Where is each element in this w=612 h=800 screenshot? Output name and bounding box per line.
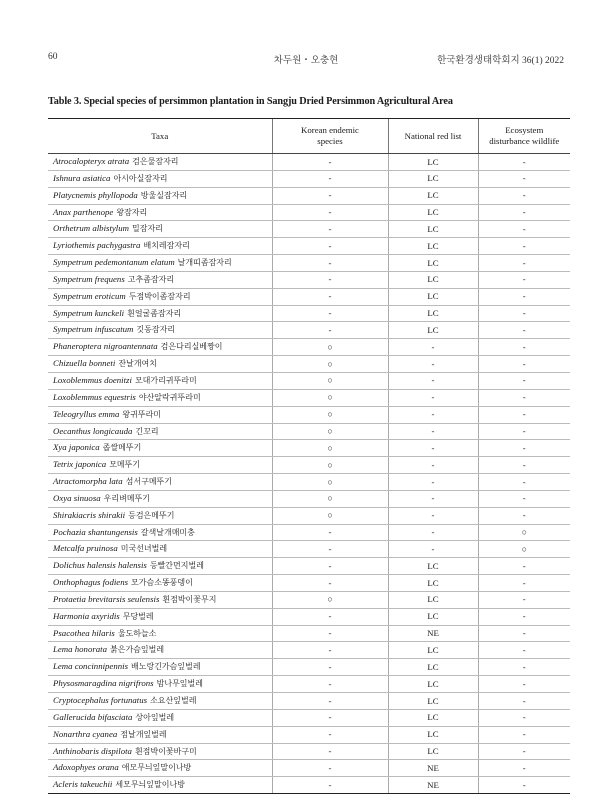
ecosystem-disturbance-cell: -: [478, 608, 570, 625]
scientific-name: Metcalfa pruinosa: [53, 543, 118, 554]
table-row: [48, 221, 570, 238]
table-row: [48, 372, 570, 389]
species-table-container: [48, 118, 570, 794]
taxa-cell: [48, 389, 272, 406]
red-list-cell: LC: [388, 221, 478, 238]
korean-name: 미국선녀벌레: [120, 544, 168, 554]
korean-endemic-cell: -: [272, 558, 388, 575]
ecosystem-disturbance-cell: -: [478, 339, 570, 356]
column-header-korean-endemic: [272, 119, 388, 154]
red-list-cell: -: [388, 389, 478, 406]
column-header-red-list-label: National red list: [404, 130, 462, 141]
taxa-cell: [48, 423, 272, 440]
korean-endemic-cell: -: [272, 760, 388, 777]
table-row: [48, 474, 570, 491]
table-row: [48, 709, 570, 726]
korean-endemic-cell: -: [272, 187, 388, 204]
korean-name: 왕귀뚜라미: [122, 409, 162, 419]
ecosystem-disturbance-cell: -: [478, 322, 570, 339]
ecosystem-disturbance-cell: -: [478, 440, 570, 457]
ecosystem-disturbance-cell: -: [478, 558, 570, 575]
korean-name: 울도하늘소: [117, 628, 157, 638]
taxa-cell: [48, 356, 272, 373]
table-row: [48, 777, 570, 794]
korean-name: 모가슴소똥풍뎅이: [131, 578, 193, 588]
korean-name: 배치레잠자리: [143, 241, 190, 251]
korean-endemic-cell: -: [272, 575, 388, 592]
table-row: [48, 356, 570, 373]
scientific-name: Anax parthenope: [53, 206, 114, 217]
korean-name: 야산알락귀뚜라미: [138, 392, 201, 402]
scientific-name: Oxya sinuosa: [53, 492, 101, 503]
table-row: [48, 238, 570, 255]
korean-endemic-cell: -: [272, 709, 388, 726]
korean-name: 아시아실잠자리: [113, 173, 168, 183]
taxa-cell: [48, 255, 272, 272]
red-list-cell: NE: [388, 777, 478, 794]
table-row: [48, 524, 570, 541]
korean-endemic-cell: -: [272, 288, 388, 305]
column-header-korean-endemic-line2: species: [317, 136, 343, 146]
korean-endemic-cell: -: [272, 238, 388, 255]
scientific-name: Loxoblemmus doenitzi: [53, 374, 132, 385]
red-list-cell: LC: [388, 642, 478, 659]
korean-name: 점날개잎벌레: [120, 729, 167, 739]
scientific-name: Phaneroptera nigroantennata: [53, 341, 158, 352]
red-list-cell: NE: [388, 760, 478, 777]
taxa-cell: [48, 474, 272, 491]
korean-endemic-cell: ○: [272, 490, 388, 507]
korean-endemic-cell: ○: [272, 356, 388, 373]
table-row: [48, 642, 570, 659]
table-row: [48, 760, 570, 777]
korean-endemic-cell: ○: [272, 372, 388, 389]
korean-name: 검은다리실베짱이: [160, 342, 223, 352]
ecosystem-disturbance-cell: -: [478, 423, 570, 440]
table-row: [48, 507, 570, 524]
korean-endemic-cell: -: [272, 659, 388, 676]
korean-endemic-cell: -: [272, 221, 388, 238]
ecosystem-disturbance-cell: -: [478, 693, 570, 710]
korean-name: 긴꼬리: [135, 426, 159, 436]
red-list-cell: -: [388, 507, 478, 524]
taxa-cell: [48, 642, 272, 659]
korean-name: 두점박이좀잠자리: [128, 291, 191, 301]
ecosystem-disturbance-cell: -: [478, 170, 570, 187]
korean-endemic-cell: -: [272, 255, 388, 272]
table-row: [48, 575, 570, 592]
korean-name: 고추좀잠자리: [127, 274, 175, 284]
red-list-cell: -: [388, 440, 478, 457]
korean-name: 흰점박이꽃무지: [162, 594, 217, 604]
column-header-ecosystem-line1: Ecosystem: [505, 125, 544, 135]
korean-endemic-cell: ○: [272, 474, 388, 491]
taxa-cell: [48, 524, 272, 541]
scientific-name: Loxoblemmus equestris: [53, 391, 136, 402]
scientific-name: Sympetrum frequens: [53, 273, 125, 284]
korean-name: 깃동잠자리: [136, 325, 176, 335]
taxa-cell: [48, 777, 272, 794]
taxa-cell: [48, 305, 272, 322]
ecosystem-disturbance-cell: -: [478, 238, 570, 255]
table-caption: Table 3. Special species of persimmon plantation in Sangju Dried Persimmon Agricultural Area: [48, 96, 453, 107]
korean-endemic-cell: -: [272, 625, 388, 642]
korean-name: 등검은메뚜기: [128, 510, 175, 520]
scientific-name: Pochazia shantungensis: [53, 526, 138, 537]
table-row: [48, 608, 570, 625]
taxa-cell: [48, 457, 272, 474]
table-row: [48, 255, 570, 272]
ecosystem-disturbance-cell: -: [478, 625, 570, 642]
table-row: [48, 625, 570, 642]
korean-endemic-cell: -: [272, 271, 388, 288]
korean-name: 무당벌레: [122, 611, 154, 621]
scientific-name: Atrocalopteryx atrata: [53, 156, 130, 166]
scientific-name: Gallerucida bifasciata: [53, 711, 133, 722]
taxa-cell: [48, 693, 272, 710]
scientific-name: Nonarthra cyanea: [53, 728, 118, 739]
scientific-name: Onthophagus fodiens: [53, 577, 129, 588]
korean-name: 모대가리귀뚜라미: [134, 375, 197, 385]
table-row: [48, 659, 570, 676]
ecosystem-disturbance-cell: -: [478, 271, 570, 288]
korean-endemic-cell: -: [272, 170, 388, 187]
korean-endemic-cell: ○: [272, 339, 388, 356]
red-list-cell: -: [388, 423, 478, 440]
korean-endemic-cell: -: [272, 693, 388, 710]
red-list-cell: LC: [388, 288, 478, 305]
table-row: [48, 743, 570, 760]
column-header-red-list: [388, 119, 478, 154]
korean-name: 붉은가슴잎벌레: [110, 645, 165, 655]
scientific-name: Psacothea hilaris: [53, 627, 115, 638]
scientific-name: Oecanthus longicauda: [53, 425, 133, 436]
red-list-cell: LC: [388, 659, 478, 676]
table-row: [48, 305, 570, 322]
taxa-cell: [48, 507, 272, 524]
red-list-cell: -: [388, 356, 478, 373]
ecosystem-disturbance-cell: -: [478, 726, 570, 743]
scientific-name: Adoxophyes orana: [53, 762, 119, 773]
table-row: [48, 490, 570, 507]
red-list-cell: LC: [388, 170, 478, 187]
table-row: [48, 423, 570, 440]
red-list-cell: LC: [388, 693, 478, 710]
scientific-name: Anthinobaris dispilota: [53, 745, 132, 756]
ecosystem-disturbance-cell: -: [478, 474, 570, 491]
korean-name: 왕잠자리: [116, 207, 148, 217]
ecosystem-disturbance-cell: -: [478, 372, 570, 389]
red-list-cell: -: [388, 372, 478, 389]
table-row: [48, 726, 570, 743]
taxa-cell: [48, 271, 272, 288]
ecosystem-disturbance-cell: -: [478, 221, 570, 238]
korean-name: 밀잠자리: [132, 224, 163, 234]
scientific-name: Lyriothemis pachygastra: [53, 240, 141, 251]
korean-name: 상아잎벌레: [135, 712, 175, 722]
table-row: [48, 170, 570, 187]
korean-endemic-cell: ○: [272, 389, 388, 406]
korean-endemic-cell: -: [272, 204, 388, 221]
korean-endemic-cell: ○: [272, 591, 388, 608]
red-list-cell: LC: [388, 726, 478, 743]
taxa-cell: [48, 440, 272, 457]
scientific-name: Harmonia axyridis: [53, 610, 120, 621]
red-list-cell: LC: [388, 305, 478, 322]
red-list-cell: LC: [388, 187, 478, 204]
column-header-ecosystem-line2: disturbance wildlife: [489, 136, 560, 146]
korean-name: 배노랑긴가슴잎벌레: [131, 662, 201, 672]
korean-endemic-cell: -: [272, 305, 388, 322]
table-row: [48, 271, 570, 288]
korean-name: 좁쌀메뚜기: [102, 443, 142, 453]
column-header-korean-endemic-line1: Korean endemic: [301, 125, 359, 135]
taxa-cell: [48, 339, 272, 356]
ecosystem-disturbance-cell: -: [478, 575, 570, 592]
table-row: [48, 389, 570, 406]
red-list-cell: LC: [388, 575, 478, 592]
scientific-name: Cryptocephalus fortunatus: [53, 695, 148, 705]
table-row: [48, 541, 570, 558]
korean-name: 애모무늬잎말이나방: [121, 763, 192, 773]
korean-name: 모메뚜기: [109, 460, 141, 470]
scientific-name: Teleogryllus emma: [53, 408, 120, 419]
taxa-cell: [48, 238, 272, 255]
table-row: [48, 288, 570, 305]
korean-endemic-cell: -: [272, 676, 388, 693]
scientific-name: Chizuella bonneti: [53, 358, 116, 369]
red-list-cell: -: [388, 541, 478, 558]
scientific-name: Xya japonica: [53, 442, 100, 453]
ecosystem-disturbance-cell: ○: [478, 541, 570, 558]
scientific-name: Atractomorpha lata: [53, 476, 123, 487]
korean-name: 흰얼굴좀잠자리: [127, 308, 182, 318]
korean-endemic-cell: -: [272, 154, 388, 171]
ecosystem-disturbance-cell: -: [478, 642, 570, 659]
red-list-cell: -: [388, 490, 478, 507]
scientific-name: Sympetrum infuscatum: [53, 324, 134, 335]
table-row: [48, 440, 570, 457]
scientific-name: Lema honorata: [53, 644, 108, 655]
korean-endemic-cell: -: [272, 322, 388, 339]
running-header: [48, 52, 564, 66]
ecosystem-disturbance-cell: -: [478, 659, 570, 676]
red-list-cell: LC: [388, 743, 478, 760]
table-body: [48, 154, 570, 794]
red-list-cell: -: [388, 524, 478, 541]
special-species-table: [48, 118, 570, 794]
taxa-cell: [48, 743, 272, 760]
ecosystem-disturbance-cell: -: [478, 507, 570, 524]
scientific-name: Acleris takeuchii: [53, 779, 113, 790]
red-list-cell: -: [388, 339, 478, 356]
ecosystem-disturbance-cell: -: [478, 356, 570, 373]
table-row: [48, 187, 570, 204]
korean-name: 밤나무잎벌레: [156, 679, 203, 689]
ecosystem-disturbance-cell: -: [478, 305, 570, 322]
table-header-row: [48, 119, 570, 154]
ecosystem-disturbance-cell: -: [478, 709, 570, 726]
korean-endemic-cell: -: [272, 726, 388, 743]
scientific-name: Sympetrum pedemontanum elatum: [53, 257, 175, 268]
taxa-cell: [48, 154, 272, 171]
taxa-cell: [48, 490, 272, 507]
red-list-cell: LC: [388, 204, 478, 221]
table-row: [48, 457, 570, 474]
taxa-cell: [48, 709, 272, 726]
red-list-cell: LC: [388, 709, 478, 726]
ecosystem-disturbance-cell: -: [478, 204, 570, 221]
korean-name: 잔날개여치: [118, 359, 157, 369]
taxa-cell: [48, 204, 272, 221]
korean-name: 세모무늬잎말이나방: [115, 780, 185, 790]
korean-name: 등빨간먼지벌레: [149, 561, 204, 571]
taxa-cell: [48, 608, 272, 625]
taxa-cell: [48, 170, 272, 187]
table-row: [48, 406, 570, 423]
ecosystem-disturbance-cell: -: [478, 591, 570, 608]
running-journal: 한국환경생태학회지 36(1) 2022: [437, 56, 564, 66]
taxa-cell: [48, 558, 272, 575]
column-header-ecosystem-disturbance: [478, 119, 570, 154]
ecosystem-disturbance-cell: -: [478, 743, 570, 760]
taxa-cell: [48, 406, 272, 423]
ecosystem-disturbance-cell: -: [478, 154, 570, 171]
ecosystem-disturbance-cell: -: [478, 389, 570, 406]
table-row: [48, 591, 570, 608]
ecosystem-disturbance-cell: -: [478, 406, 570, 423]
column-header-taxa-label: Taxa: [151, 130, 169, 141]
ecosystem-disturbance-cell: -: [478, 255, 570, 272]
red-list-cell: NE: [388, 625, 478, 642]
korean-endemic-cell: ○: [272, 457, 388, 474]
red-list-cell: -: [388, 406, 478, 423]
taxa-cell: [48, 288, 272, 305]
red-list-cell: LC: [388, 558, 478, 575]
korean-name: 우리벼메뚜기: [103, 493, 151, 503]
scientific-name: Sympetrum eroticum: [53, 290, 126, 301]
ecosystem-disturbance-cell: -: [478, 777, 570, 794]
scientific-name: Sympetrum kunckeli: [53, 307, 125, 318]
taxa-cell: [48, 372, 272, 389]
korean-name: 소요산잎벌레: [150, 696, 197, 705]
red-list-cell: -: [388, 474, 478, 491]
korean-endemic-cell: ○: [272, 406, 388, 423]
ecosystem-disturbance-cell: -: [478, 760, 570, 777]
korean-endemic-cell: -: [272, 777, 388, 794]
red-list-cell: LC: [388, 255, 478, 272]
korean-endemic-cell: -: [272, 524, 388, 541]
korean-endemic-cell: -: [272, 541, 388, 558]
korean-endemic-cell: -: [272, 608, 388, 625]
korean-endemic-cell: ○: [272, 423, 388, 440]
table-row: [48, 676, 570, 693]
korean-endemic-cell: ○: [272, 507, 388, 524]
ecosystem-disturbance-cell: ○: [478, 524, 570, 541]
korean-name: 방울실잠자리: [140, 190, 188, 200]
ecosystem-disturbance-cell: -: [478, 676, 570, 693]
scientific-name: Tetrix japonica: [53, 459, 107, 470]
korean-name: 갈색날개매미충: [140, 527, 195, 537]
taxa-cell: [48, 541, 272, 558]
scientific-name: Protaetia brevitarsis seulensis: [53, 593, 160, 604]
scientific-name: Lema concinnipennis: [53, 661, 129, 672]
page-number: 60: [48, 52, 58, 62]
red-list-cell: LC: [388, 608, 478, 625]
ecosystem-disturbance-cell: -: [478, 288, 570, 305]
scientific-name: Platycnemis phyllopoda: [53, 189, 138, 200]
korean-name: 흰점박이꽃바구미: [134, 746, 197, 756]
korean-endemic-cell: -: [272, 743, 388, 760]
scientific-name: Ishnura asiatica: [53, 172, 111, 183]
taxa-cell: [48, 221, 272, 238]
taxa-cell: [48, 726, 272, 743]
table-row: [48, 693, 570, 710]
scientific-name: Dolichus halensis halensis: [53, 560, 147, 571]
table-row: [48, 322, 570, 339]
korean-endemic-cell: ○: [272, 440, 388, 457]
taxa-cell: [48, 187, 272, 204]
korean-name: 날개띠좀잠자리: [177, 258, 232, 268]
column-header-taxa: [48, 119, 272, 154]
ecosystem-disturbance-cell: -: [478, 187, 570, 204]
table-row: [48, 339, 570, 356]
taxa-cell: [48, 591, 272, 608]
korean-name: 검은물잠자리: [132, 157, 179, 166]
red-list-cell: LC: [388, 154, 478, 171]
scientific-name: Physosmaragdina nigrifrons: [53, 678, 154, 689]
taxa-cell: [48, 760, 272, 777]
table-row: [48, 154, 570, 171]
taxa-cell: [48, 625, 272, 642]
taxa-cell: [48, 322, 272, 339]
korean-endemic-cell: -: [272, 642, 388, 659]
ecosystem-disturbance-cell: -: [478, 457, 570, 474]
running-authors: 차두원・오충현: [273, 56, 339, 66]
taxa-cell: [48, 575, 272, 592]
taxa-cell: [48, 676, 272, 693]
ecosystem-disturbance-cell: -: [478, 490, 570, 507]
scientific-name: Shirakiacris shirakii: [53, 509, 126, 520]
korean-name: 섬서구메뚜기: [125, 477, 173, 487]
red-list-cell: -: [388, 457, 478, 474]
red-list-cell: LC: [388, 271, 478, 288]
red-list-cell: LC: [388, 676, 478, 693]
scientific-name: Orthetrum albistylum: [53, 223, 129, 234]
taxa-cell: [48, 659, 272, 676]
red-list-cell: LC: [388, 591, 478, 608]
table-row: [48, 558, 570, 575]
red-list-cell: LC: [388, 238, 478, 255]
table-row: [48, 204, 570, 221]
red-list-cell: LC: [388, 322, 478, 339]
